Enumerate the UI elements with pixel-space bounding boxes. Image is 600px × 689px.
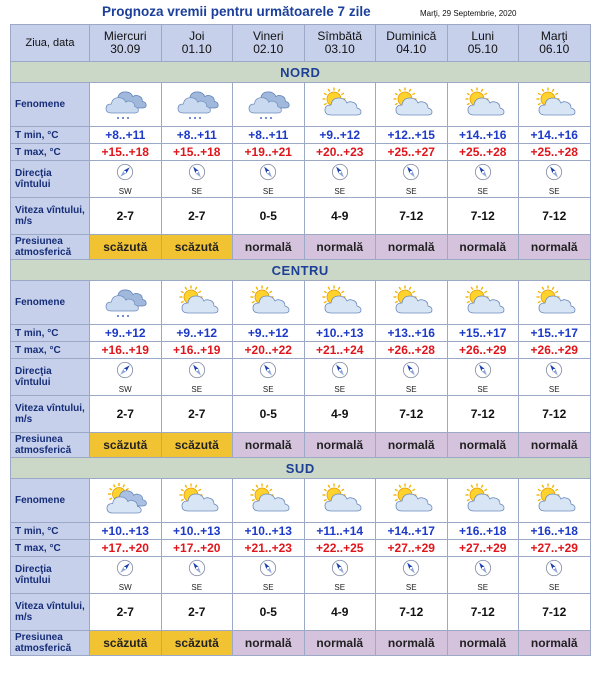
tmax-cell: +20..+23 (304, 144, 376, 161)
day-name: Joi (189, 29, 205, 43)
wind-direction-text: SE (262, 582, 274, 592)
compass-icon (402, 163, 420, 186)
sun-cloud-icon (162, 483, 233, 519)
day-name: Luni (471, 29, 495, 43)
pressure-badge: normală (447, 235, 519, 260)
compass-icon (402, 559, 420, 582)
tmin-cell: +9..+12 (233, 325, 305, 342)
sun-cloud-icon (233, 483, 304, 519)
wind-direction-text: SE (334, 582, 346, 592)
phenomena-row (11, 281, 591, 325)
wind-direction-text: SW (118, 582, 132, 592)
wind-direction-text: SE (548, 384, 560, 394)
day-header (304, 25, 376, 62)
wind-direction-cell (90, 557, 162, 594)
pressure-badge: normală (233, 631, 305, 656)
sun-cloud-icon (376, 483, 447, 519)
phenomena-cell (519, 479, 591, 523)
sun-cloud-icon (162, 285, 233, 321)
day-name: Miercuri (103, 29, 147, 43)
phenomena-cell (233, 479, 305, 523)
compass-icon (474, 361, 492, 384)
region-row (11, 260, 591, 281)
tmax-cell: +27..+29 (519, 540, 591, 557)
day-name: Vineri (253, 29, 284, 43)
day-header (90, 25, 162, 62)
sun-cloud-icon (233, 285, 304, 321)
wind-direction-cell (90, 161, 162, 198)
day-name: Sîmbătă (317, 29, 363, 43)
phenomena-cell (161, 281, 233, 325)
pressure-badge: scăzută (90, 235, 162, 260)
wind-direction-text: SE (548, 582, 560, 592)
wind-direction-cell (519, 359, 591, 396)
phenomena-cell (304, 479, 376, 523)
wind-direction-cell (161, 161, 233, 198)
wind-direction-text: SE (405, 384, 417, 394)
wind-speed-row (11, 594, 591, 631)
tmin-cell: +12..+15 (376, 127, 448, 144)
wind-direction-cell (304, 161, 376, 198)
tmax-cell: +25..+28 (447, 144, 519, 161)
tmax-cell: +15..+18 (161, 144, 233, 161)
pressure-badge: normală (304, 235, 376, 260)
pressure-badge: scăzută (161, 235, 233, 260)
wind-direction-text: SE (334, 186, 346, 196)
phenomena-cell (304, 281, 376, 325)
wind-speed-cell: 7-12 (519, 198, 591, 235)
tmin-cell: +14..+17 (376, 523, 448, 540)
tmin-cell: +13..+16 (376, 325, 448, 342)
sun-cloud-icon (305, 285, 376, 321)
tmax-cell: +16..+19 (161, 342, 233, 359)
tmax-cell: +21..+24 (304, 342, 376, 359)
tmax-label: T max, °C (11, 540, 90, 557)
wind-speed-cell: 2-7 (161, 198, 233, 235)
sun-cloud-rain-icon (90, 483, 161, 519)
pressure-badge: normală (304, 433, 376, 458)
tmax-cell: +27..+29 (376, 540, 448, 557)
pressure-row (11, 433, 591, 458)
sun-cloud-icon (305, 87, 376, 123)
wind-speed-cell: 7-12 (519, 396, 591, 433)
wind-direction-row (11, 557, 591, 594)
tmin-cell: +8..+11 (233, 127, 305, 144)
phenomena-cell (447, 281, 519, 325)
pressure-badge: normală (233, 235, 305, 260)
phenomena-cell (304, 83, 376, 127)
tmin-label: T min, °C (11, 127, 90, 144)
sun-cloud-icon (448, 285, 519, 321)
phenomena-cell (447, 479, 519, 523)
tmin-cell: +9..+12 (161, 325, 233, 342)
wind-direction-cell (161, 359, 233, 396)
wind-speed-row (11, 396, 591, 433)
wind-direction-text: SE (548, 186, 560, 196)
wind-speed-cell: 4-9 (304, 198, 376, 235)
phenomena-cell (447, 83, 519, 127)
wind-direction-cell (519, 161, 591, 198)
tmin-cell: +11..+14 (304, 523, 376, 540)
wind-speed-cell: 4-9 (304, 396, 376, 433)
wind-direction-text: SE (262, 384, 274, 394)
pressure-badge: normală (519, 235, 591, 260)
pressure-row (11, 631, 591, 656)
day-header (519, 25, 591, 62)
tmax-label: T max, °C (11, 144, 90, 161)
wind-direction-cell (304, 557, 376, 594)
current-date: Marţi, 29 Septembrie, 2020 (420, 9, 517, 18)
wind-direction-text: SE (405, 582, 417, 592)
tmin-label: T min, °C (11, 325, 90, 342)
phenomena-cell (161, 83, 233, 127)
compass-icon (474, 163, 492, 186)
compass-icon (259, 559, 277, 582)
wind-direction-text: SE (477, 384, 489, 394)
region-title: NORD (11, 62, 591, 83)
day-header (161, 25, 233, 62)
tmin-cell: +15..+17 (519, 325, 591, 342)
wind-direction-cell (304, 359, 376, 396)
wind-direction-cell (447, 557, 519, 594)
wind-speed-cell: 7-12 (447, 594, 519, 631)
tmin-cell: +10..+13 (233, 523, 305, 540)
compass-icon (116, 559, 134, 582)
phenomena-cell (90, 479, 162, 523)
compass-icon (545, 361, 563, 384)
compass-icon (331, 559, 349, 582)
phenomena-cell (233, 83, 305, 127)
day-date: 01.10 (181, 42, 212, 56)
wind-speed-cell: 0-5 (233, 594, 305, 631)
wind-direction-cell (90, 359, 162, 396)
wind-direction-cell (161, 557, 233, 594)
tmax-cell: +16..+19 (90, 342, 162, 359)
phenomena-row (11, 479, 591, 523)
wind-direction-text: SW (118, 186, 132, 196)
tmin-cell: +14..+16 (519, 127, 591, 144)
tmin-row (11, 325, 591, 342)
phenomena-cell (519, 281, 591, 325)
region-row (11, 62, 591, 83)
sun-cloud-icon (376, 87, 447, 123)
tmin-cell: +14..+16 (447, 127, 519, 144)
pressure-badge: scăzută (90, 433, 162, 458)
day-header (376, 25, 448, 62)
wind-direction-cell (233, 161, 305, 198)
compass-icon (331, 163, 349, 186)
sun-cloud-icon (448, 483, 519, 519)
wind-speed-label: Viteza vîntului, m/s (11, 594, 90, 631)
wind-direction-cell (447, 161, 519, 198)
tmin-label: T min, °C (11, 523, 90, 540)
phenomena-cell (90, 281, 162, 325)
phenomena-cell (376, 83, 448, 127)
compass-icon (116, 163, 134, 186)
wind-speed-cell: 7-12 (376, 198, 448, 235)
tmin-cell: +9..+12 (304, 127, 376, 144)
wind-speed-label: Viteza vîntului, m/s (11, 396, 90, 433)
phenomena-cell (90, 83, 162, 127)
tmin-row (11, 127, 591, 144)
forecast-table (10, 24, 591, 656)
sun-cloud-icon (305, 483, 376, 519)
compass-icon (259, 163, 277, 186)
tmax-cell: +21..+23 (233, 540, 305, 557)
sun-cloud-icon (448, 87, 519, 123)
tmin-cell: +9..+12 (90, 325, 162, 342)
tmax-cell: +17..+20 (161, 540, 233, 557)
wind-speed-cell: 7-12 (519, 594, 591, 631)
pressure-badge: normală (233, 433, 305, 458)
tmin-row (11, 523, 591, 540)
phenomena-label: Fenomene (11, 281, 90, 325)
tmax-cell: +20..+22 (233, 342, 305, 359)
day-name: Marţi (540, 29, 568, 43)
phenomena-cell (376, 479, 448, 523)
compass-icon (331, 361, 349, 384)
wind-speed-cell: 7-12 (447, 396, 519, 433)
wind-direction-text: SE (191, 384, 203, 394)
pressure-label: Presiunea atmosferică (11, 631, 90, 656)
cloud-rain-icon (233, 87, 304, 123)
pressure-badge: normală (447, 433, 519, 458)
pressure-badge: normală (376, 433, 448, 458)
tmax-cell: +19..+21 (233, 144, 305, 161)
sun-cloud-icon (519, 87, 590, 123)
compass-icon (188, 163, 206, 186)
wind-direction-text: SW (118, 384, 132, 394)
phenomena-label: Fenomene (11, 83, 90, 127)
wind-direction-text: SE (334, 384, 346, 394)
tmax-cell: +17..+20 (90, 540, 162, 557)
wind-speed-cell: 7-12 (376, 396, 448, 433)
compass-icon (545, 163, 563, 186)
wind-direction-text: SE (405, 186, 417, 196)
tmin-cell: +10..+13 (90, 523, 162, 540)
pressure-label: Presiunea atmosferică (11, 235, 90, 260)
pressure-badge: normală (376, 631, 448, 656)
day-date: 02.10 (253, 42, 284, 56)
wind-direction-cell (519, 557, 591, 594)
cloud-rain-icon (162, 87, 233, 123)
wind-direction-cell (233, 359, 305, 396)
region-title: CENTRU (11, 260, 591, 281)
cloud-rain-icon (90, 285, 161, 321)
wind-speed-cell: 2-7 (90, 396, 162, 433)
wind-direction-cell (376, 557, 448, 594)
pressure-badge: scăzută (90, 631, 162, 656)
pressure-badge: scăzută (161, 631, 233, 656)
tmax-row (11, 342, 591, 359)
pressure-row (11, 235, 591, 260)
tmax-cell: +26..+28 (376, 342, 448, 359)
wind-speed-cell: 2-7 (90, 594, 162, 631)
phenomena-cell (519, 83, 591, 127)
header-row (11, 25, 591, 62)
sun-cloud-icon (376, 285, 447, 321)
pressure-badge: scăzută (161, 433, 233, 458)
compass-icon (545, 559, 563, 582)
wind-direction-cell (447, 359, 519, 396)
wind-speed-cell: 4-9 (304, 594, 376, 631)
wind-speed-row (11, 198, 591, 235)
phenomena-label: Fenomene (11, 479, 90, 523)
wind-direction-cell (376, 359, 448, 396)
day-name: Duminică (386, 29, 437, 43)
day-date: 03.10 (324, 42, 355, 56)
day-date: 04.10 (396, 42, 427, 56)
compass-icon (188, 559, 206, 582)
tmax-cell: +25..+27 (376, 144, 448, 161)
wind-speed-cell: 2-7 (90, 198, 162, 235)
phenomena-cell (233, 281, 305, 325)
page-title: Prognoza vremii pentru următoarele 7 zile (102, 4, 371, 19)
wind-direction-row (11, 359, 591, 396)
day-date: 05.10 (467, 42, 498, 56)
wind-direction-label: Direcţia vîntului (11, 557, 90, 594)
wind-speed-label: Viteza vîntului, m/s (11, 198, 90, 235)
region-row (11, 458, 591, 479)
tmin-cell: +15..+17 (447, 325, 519, 342)
pressure-badge: normală (519, 631, 591, 656)
tmin-cell: +8..+11 (161, 127, 233, 144)
region-title: SUD (11, 458, 591, 479)
wind-direction-text: SE (191, 186, 203, 196)
wind-speed-cell: 2-7 (161, 396, 233, 433)
tmax-cell: +26..+29 (447, 342, 519, 359)
tmin-cell: +16..+18 (447, 523, 519, 540)
sun-cloud-icon (519, 483, 590, 519)
tmin-cell: +10..+13 (304, 325, 376, 342)
wind-direction-row (11, 161, 591, 198)
day-header (447, 25, 519, 62)
compass-icon (188, 361, 206, 384)
wind-speed-cell: 7-12 (447, 198, 519, 235)
wind-direction-text: SE (477, 186, 489, 196)
tmin-cell: +10..+13 (161, 523, 233, 540)
compass-icon (259, 361, 277, 384)
tmax-cell: +27..+29 (447, 540, 519, 557)
tmin-cell: +16..+18 (519, 523, 591, 540)
phenomena-cell (161, 479, 233, 523)
day-date: 30.09 (110, 42, 141, 56)
tmax-cell: +26..+29 (519, 342, 591, 359)
wind-speed-cell: 7-12 (376, 594, 448, 631)
pressure-label: Presiunea atmosferică (11, 433, 90, 458)
wind-speed-cell: 2-7 (161, 594, 233, 631)
pressure-badge: normală (304, 631, 376, 656)
tmin-cell: +8..+11 (90, 127, 162, 144)
wind-speed-cell: 0-5 (233, 396, 305, 433)
wind-direction-label: Direcţia vîntului (11, 359, 90, 396)
tmax-row (11, 144, 591, 161)
day-header (233, 25, 305, 62)
day-date-header: Ziua, data (11, 25, 90, 62)
pressure-badge: normală (519, 433, 591, 458)
wind-direction-text: SE (477, 582, 489, 592)
tmax-cell: +25..+28 (519, 144, 591, 161)
wind-direction-label: Direcţia vîntului (11, 161, 90, 198)
wind-direction-cell (376, 161, 448, 198)
tmax-label: T max, °C (11, 342, 90, 359)
wind-direction-text: SE (262, 186, 274, 196)
compass-icon (402, 361, 420, 384)
phenomena-cell (376, 281, 448, 325)
compass-icon (116, 361, 134, 384)
wind-direction-text: SE (191, 582, 203, 592)
wind-speed-cell: 0-5 (233, 198, 305, 235)
day-date: 06.10 (539, 42, 570, 56)
pressure-badge: normală (376, 235, 448, 260)
tmax-row (11, 540, 591, 557)
cloud-rain-icon (90, 87, 161, 123)
wind-direction-cell (233, 557, 305, 594)
sun-cloud-icon (519, 285, 590, 321)
compass-icon (474, 559, 492, 582)
pressure-badge: normală (447, 631, 519, 656)
tmax-cell: +15..+18 (90, 144, 162, 161)
tmax-cell: +22..+25 (304, 540, 376, 557)
phenomena-row (11, 83, 591, 127)
